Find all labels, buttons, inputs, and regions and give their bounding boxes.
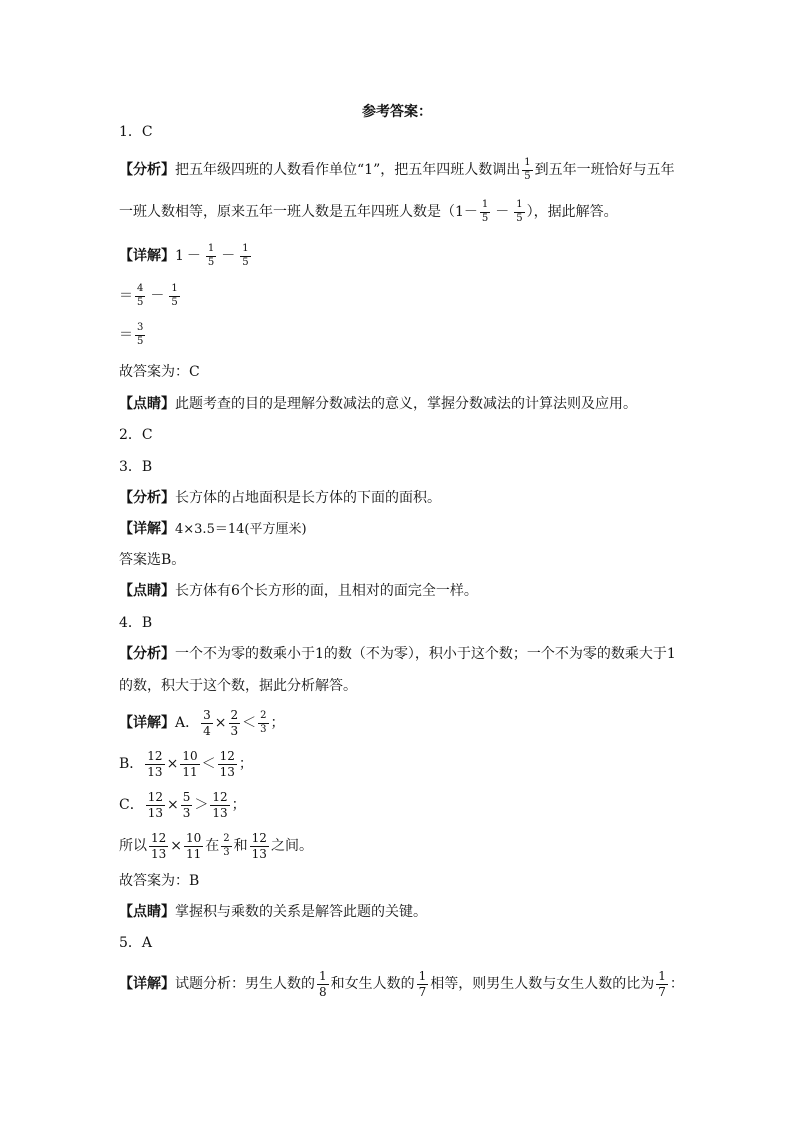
q4-detail-c: C． $\frac{12}{13}$ × $\frac{5}{3}$ ＞ $\frac{12}{13}$ ； xyxy=(119,790,246,820)
fraction-1-5: $\frac{1}{5}$ xyxy=(524,157,531,182)
analysis-tag: 【分析】 xyxy=(119,646,175,662)
q1-comment: 【点睛】 此题考查的目的是理解分数减法的意义，掌握分数减法的计算法则及应用。 xyxy=(119,396,637,412)
fraction-1-5: $\frac{1}{5}$ xyxy=(481,199,489,224)
q3-conclusion: 答案选B。 xyxy=(119,552,186,568)
detail-tag: 【详解】 xyxy=(119,521,175,537)
q1-conclusion: 故答案为：C xyxy=(119,364,200,380)
q4-detail-a: 【详解】 A． $\frac{3}{4}$ × $\frac{2}{3}$ ＜ $\frac{2}{3}$ ； xyxy=(119,708,285,738)
fraction-12-13: $\frac{12}{13}$ xyxy=(147,790,163,820)
q5-answer: 5．A xyxy=(119,935,153,951)
q1-analysis-text-c: 一班人数相等，原来五年一班人数是五年四班人数是（1－ xyxy=(119,204,478,220)
fraction-12-13: $\frac{12}{13}$ xyxy=(147,749,163,779)
q1-analysis-line2: 一班人数相等，原来五年一班人数是五年四班人数是（1－ $\frac{1}{5}$ － $\frac{1}{5}$ ），据此解答。 xyxy=(119,199,618,224)
fraction-10-11: $\frac{10}{11}$ xyxy=(186,831,202,861)
fraction-1-5: $\frac{1}{5}$ xyxy=(207,243,215,268)
q5-detail: 【详解】 试题分析：男生人数的 $\frac{1}{8}$ 和女生人数的 $\frac{1}{7}$ 相等，则男生人数与女生人数的比为 $\frac{1}{7}$ ： xyxy=(119,969,684,999)
fraction-12-13: $\frac{12}{13}$ xyxy=(212,790,228,820)
q4-answer: 4．B xyxy=(119,615,153,631)
fraction-3-5: $\frac{3}{5}$ xyxy=(137,322,144,347)
detail-tag: 【详解】 xyxy=(119,976,175,993)
fraction-12-13: $\frac{12}{13}$ xyxy=(251,831,267,861)
q1-detail-line1: 【详解】 1 － $\frac{1}{5}$ － $\frac{1}{5}$ xyxy=(119,243,249,268)
fraction-12-13: $\frac{12}{13}$ xyxy=(219,749,235,779)
fraction-1-8: $\frac{1}{8}$ xyxy=(319,969,327,999)
fraction-4-5: $\frac{4}{5}$ xyxy=(137,283,144,308)
q1-analysis-text-d: ），据此解答。 xyxy=(526,204,618,220)
detail-tag: 【详解】 xyxy=(119,248,175,264)
q2-answer: 2．C xyxy=(119,427,153,443)
q4-analysis-line1: 【分析】 一个不为零的数乘小于1的数（不为零），积小于这个数；一个不为零的数乘大于1 xyxy=(119,646,676,662)
detail-tag: 【详解】 xyxy=(119,715,175,732)
fraction-3-4: $\frac{3}{4}$ xyxy=(203,708,211,738)
comment-tag: 【点睛】 xyxy=(119,583,175,599)
fraction-2-3: $\frac{2}{3}$ xyxy=(260,710,267,735)
q1-detail-line2: ＝ $\frac{4}{5}$ － $\frac{1}{5}$ xyxy=(119,283,178,308)
analysis-tag: 【分析】 xyxy=(119,162,175,178)
analysis-tag: 【分析】 xyxy=(119,490,175,506)
q4-conclusion: 故答案为：B xyxy=(119,873,200,889)
q1-analysis-text-a: 把五年级四班的人数看作单位“1”，把五年四班人数调出 xyxy=(175,162,521,178)
fraction-1-7: $\frac{1}{7}$ xyxy=(418,969,427,999)
q1-analysis-line1 xyxy=(119,158,675,182)
fraction-10-11: $\frac{10}{11}$ xyxy=(182,749,198,779)
comment-tag: 【点睛】 xyxy=(119,396,175,412)
q4-so-line: 所以 $\frac{12}{13}$ × $\frac{10}{11}$ 在 $\frac{2}{3}$ 和 $\frac{12}{13}$ 之间。 xyxy=(119,831,313,861)
q4-analysis-line2: 的数，积大于这个数，据此分析解答。 xyxy=(119,678,357,694)
q4-comment: 【点睛】 掌握积与乘数的关系是解答此题的关键。 xyxy=(119,904,427,920)
comment-tag: 【点睛】 xyxy=(119,904,175,920)
fraction-1-5: $\frac{1}{5}$ xyxy=(242,243,249,268)
fraction-1-5: $\frac{1}{5}$ xyxy=(171,283,178,308)
answer-title: 参考答案： xyxy=(362,104,432,120)
fraction-1-5: $\frac{1}{5}$ xyxy=(516,199,523,224)
q3-analysis: 【分析】 长方体的占地面积是长方体的下面的面积。 xyxy=(119,490,441,506)
fraction-2-3: $\frac{2}{3}$ xyxy=(230,708,239,738)
q3-answer: 3．B xyxy=(119,459,153,475)
q1-analysis-text-b: 到五年一班恰好与五年 xyxy=(534,162,675,178)
q4-detail-b: B． $\frac{12}{13}$ × $\frac{10}{11}$ ＜ $\frac{12}{13}$ ； xyxy=(119,749,253,779)
fraction-5-3: $\frac{5}{3}$ xyxy=(182,790,191,820)
fraction-12-13: $\frac{12}{13}$ xyxy=(151,831,167,861)
q3-detail: 【详解】 4×3.5＝14(平方厘米) xyxy=(119,521,307,537)
q1-detail-line3: ＝ $\frac{3}{5}$ xyxy=(119,322,144,347)
fraction-2-3: $\frac{2}{3}$ xyxy=(223,833,230,858)
q3-comment: 【点睛】 长方体有6个长方形的面，且相对的面完全一样。 xyxy=(119,583,478,599)
fraction-1-7: $\frac{1}{7}$ xyxy=(658,969,666,999)
q1-answer: 1．C xyxy=(119,124,153,140)
